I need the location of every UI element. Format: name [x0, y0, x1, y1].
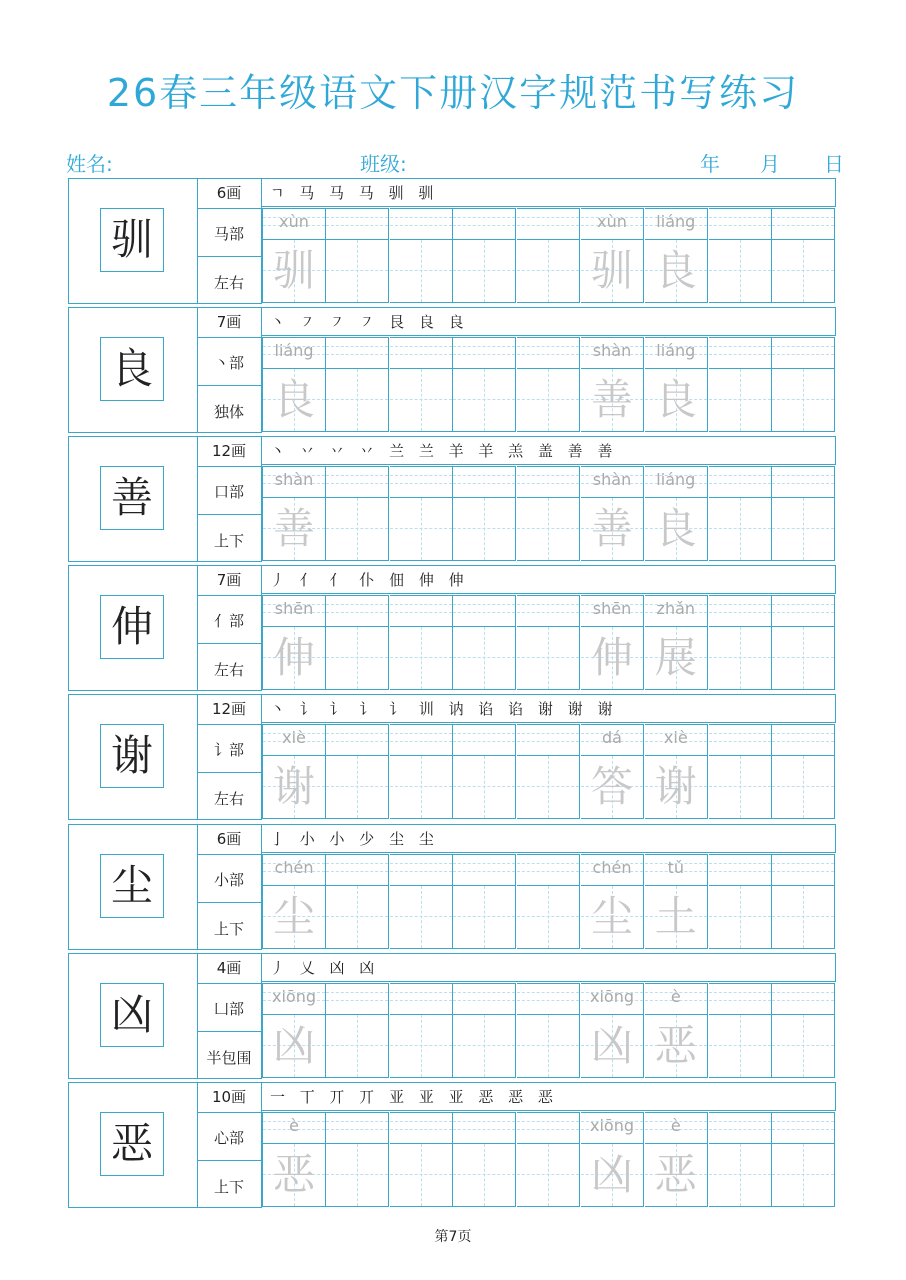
writing-cell[interactable] [390, 854, 453, 949]
pinyin-text: tǔ [667, 858, 684, 877]
trace-char [326, 1015, 388, 1077]
pinyin-text: zhǎn [656, 599, 696, 618]
structure: 上下 [213, 1178, 244, 1196]
char-cell [68, 953, 198, 1079]
char-info [197, 953, 262, 1079]
writing-cell[interactable] [326, 983, 389, 1078]
writing-cell[interactable] [581, 724, 644, 819]
pinyin-text [772, 467, 834, 497]
pinyin-text [326, 855, 388, 885]
writing-cell[interactable] [581, 337, 644, 432]
writing-grid [262, 1112, 837, 1207]
char-info [197, 307, 262, 433]
writing-cell[interactable] [517, 208, 580, 303]
trace-char [709, 240, 771, 302]
trace-char [326, 240, 388, 302]
pinyin-text [453, 467, 515, 497]
writing-cell[interactable] [326, 466, 389, 561]
trace-char [772, 756, 834, 818]
stroke-count: 7画 [197, 308, 261, 338]
pinyin-text: è [289, 1116, 299, 1135]
writing-cell[interactable] [262, 724, 326, 819]
writing-cell[interactable] [645, 854, 708, 949]
writing-cell[interactable] [517, 1112, 580, 1207]
writing-cell[interactable] [262, 595, 326, 690]
pinyin-text [390, 209, 452, 239]
writing-cell[interactable] [517, 724, 580, 819]
char-cell [68, 1082, 198, 1208]
pinyin-text: shàn [592, 341, 632, 360]
pinyin-text [709, 725, 771, 755]
writing-cell[interactable] [581, 466, 644, 561]
trace-char: 良 [272, 375, 315, 424]
stroke-count: 12画 [197, 437, 261, 467]
model-char: 驯 [100, 208, 164, 272]
writing-cell[interactable] [453, 337, 516, 432]
trace-char [453, 627, 515, 689]
char-cell [68, 824, 198, 950]
writing-cell[interactable] [453, 1112, 516, 1207]
writing-cell[interactable] [645, 983, 708, 1078]
trace-char [709, 498, 771, 560]
pinyin-text [390, 338, 452, 368]
trace-char: 良 [654, 504, 697, 553]
structure: 上下 [213, 532, 244, 550]
pinyin-text [453, 984, 515, 1014]
trace-char: 答 [590, 762, 633, 811]
trace-char [517, 886, 579, 948]
trace-char: 善 [272, 504, 315, 553]
writing-grid [262, 466, 837, 561]
writing-cell[interactable] [709, 724, 772, 819]
trace-char [453, 1144, 515, 1206]
trace-char: 恶 [272, 1150, 315, 1199]
trace-char [390, 498, 452, 560]
radical: 小部 [197, 855, 261, 903]
writing-cell[interactable] [517, 983, 580, 1078]
pinyin-text: shàn [592, 470, 632, 489]
writing-grid [262, 208, 837, 303]
char-block [68, 824, 837, 950]
pinyin-text [709, 1113, 771, 1143]
trace-char [709, 1015, 771, 1077]
trace-char [517, 756, 579, 818]
pinyin-text [326, 596, 388, 626]
stroke-order: 亅 小 小 少 尘 尘 [262, 824, 836, 853]
pinyin-text: shēn [274, 599, 314, 618]
pinyin-text [517, 596, 579, 626]
stroke-count: 12画 [197, 695, 261, 725]
pinyin-text: xùn [597, 212, 627, 231]
writing-cell[interactable] [262, 208, 326, 303]
trace-char [326, 756, 388, 818]
trace-char [517, 369, 579, 431]
writing-cell[interactable] [772, 1112, 835, 1207]
writing-cell[interactable] [390, 724, 453, 819]
writing-cell[interactable] [262, 337, 326, 432]
pinyin-text [326, 467, 388, 497]
writing-cell[interactable] [581, 595, 644, 690]
writing-cell[interactable] [262, 854, 326, 949]
stroke-order: 丿 乂 凶 凶 [262, 953, 836, 982]
radical: 丶部 [197, 338, 261, 386]
char-block [68, 953, 837, 1079]
pinyin-text [453, 725, 515, 755]
trace-char [453, 240, 515, 302]
pinyin-text: xiè [663, 728, 688, 747]
char-cell [68, 178, 198, 304]
writing-cell[interactable] [772, 854, 835, 949]
trace-char [772, 498, 834, 560]
char-cell [68, 694, 198, 820]
structure: 半包围 [206, 1049, 252, 1067]
writing-cell[interactable] [453, 724, 516, 819]
pinyin-text [453, 596, 515, 626]
trace-char [517, 498, 579, 560]
pinyin-text [772, 209, 834, 239]
trace-char [517, 1144, 579, 1206]
writing-cell[interactable] [326, 208, 389, 303]
radical: 心部 [197, 1113, 261, 1161]
trace-char: 土 [654, 892, 697, 941]
pinyin-text [453, 338, 515, 368]
radical: 讠部 [197, 725, 261, 773]
structure: 左右 [213, 790, 244, 808]
writing-cell[interactable] [390, 208, 453, 303]
pinyin-text [453, 209, 515, 239]
char-info [197, 436, 262, 562]
trace-char [326, 627, 388, 689]
trace-char: 伸 [590, 633, 633, 682]
stroke-count: 6画 [197, 179, 261, 209]
char-cell [68, 307, 198, 433]
pinyin-text [517, 725, 579, 755]
trace-char: 善 [590, 375, 633, 424]
model-char: 谢 [100, 724, 164, 788]
writing-grid [262, 595, 837, 690]
structure: 左右 [213, 274, 244, 292]
pinyin-text: shàn [274, 470, 314, 489]
writing-cell[interactable] [262, 1112, 326, 1207]
writing-grid [262, 337, 837, 432]
trace-char: 凶 [272, 1021, 315, 1070]
trace-char [517, 1015, 579, 1077]
char-block [68, 307, 837, 433]
pinyin-text [390, 855, 452, 885]
trace-char [390, 886, 452, 948]
trace-char: 凶 [590, 1021, 633, 1070]
pinyin-text [517, 209, 579, 239]
writing-cell[interactable] [772, 208, 835, 303]
trace-char: 尘 [272, 892, 315, 941]
writing-grid [262, 854, 837, 949]
writing-cell[interactable] [326, 595, 389, 690]
writing-cell[interactable] [645, 466, 708, 561]
writing-cell[interactable] [581, 208, 644, 303]
trace-char [453, 498, 515, 560]
model-char: 尘 [100, 854, 164, 918]
model-char: 伸 [100, 595, 164, 659]
pinyin-text [326, 338, 388, 368]
pinyin-text [390, 1113, 452, 1143]
trace-char: 伸 [272, 633, 315, 682]
writing-cell[interactable] [453, 208, 516, 303]
writing-cell[interactable] [453, 983, 516, 1078]
pinyin-text: xiōng [590, 1116, 634, 1135]
pinyin-text: è [670, 1116, 681, 1135]
pinyin-text: liáng [656, 341, 696, 360]
trace-char [326, 1144, 388, 1206]
trace-char: 谢 [654, 762, 697, 811]
char-block [68, 565, 837, 691]
trace-char: 驯 [272, 246, 315, 295]
writing-cell[interactable] [709, 337, 772, 432]
pinyin-text [709, 209, 771, 239]
writing-cell[interactable] [645, 208, 708, 303]
pinyin-text [772, 596, 834, 626]
pinyin-text [453, 1113, 515, 1143]
pinyin-text [709, 596, 771, 626]
trace-char [517, 240, 579, 302]
trace-char [390, 627, 452, 689]
writing-cell[interactable] [390, 595, 453, 690]
writing-cell[interactable] [517, 854, 580, 949]
stroke-count: 7画 [197, 566, 261, 596]
pinyin-text [709, 338, 771, 368]
structure: 左右 [213, 661, 244, 679]
writing-cell[interactable] [645, 1112, 708, 1207]
trace-char [453, 886, 515, 948]
pinyin-text [326, 1113, 388, 1143]
pinyin-text [772, 984, 834, 1014]
trace-char [326, 498, 388, 560]
trace-char: 驯 [590, 246, 633, 295]
stroke-count: 4画 [197, 954, 261, 984]
writing-cell[interactable] [390, 983, 453, 1078]
trace-char [390, 369, 452, 431]
model-char: 良 [100, 337, 164, 401]
writing-cell[interactable] [709, 208, 772, 303]
char-block [68, 178, 837, 304]
char-info [197, 178, 262, 304]
pinyin-text: è [670, 987, 681, 1006]
pinyin-text [772, 338, 834, 368]
trace-char [709, 369, 771, 431]
radical: 马部 [197, 209, 261, 257]
writing-grid [262, 724, 837, 819]
writing-cell[interactable] [326, 854, 389, 949]
writing-cell[interactable] [709, 595, 772, 690]
trace-char [390, 240, 452, 302]
pinyin-text [517, 467, 579, 497]
pinyin-text: chén [274, 858, 314, 877]
trace-char: 尘 [590, 892, 633, 941]
pinyin-text: chén [592, 858, 632, 877]
pinyin-text [772, 725, 834, 755]
trace-char [709, 886, 771, 948]
trace-char [772, 240, 834, 302]
writing-cell[interactable] [453, 595, 516, 690]
pinyin-text: xiōng [590, 987, 634, 1006]
trace-char [390, 1144, 452, 1206]
pinyin-text [453, 855, 515, 885]
pinyin-text [709, 467, 771, 497]
char-block [68, 436, 837, 562]
model-char: 凶 [100, 983, 164, 1047]
trace-char: 善 [590, 504, 633, 553]
writing-cell[interactable] [326, 1112, 389, 1207]
pinyin-text [390, 725, 452, 755]
day-label: 日 [824, 152, 844, 176]
writing-cell[interactable] [645, 724, 708, 819]
trace-char [772, 1015, 834, 1077]
trace-char [453, 756, 515, 818]
trace-char [390, 1015, 452, 1077]
pinyin-text [390, 596, 452, 626]
trace-char [326, 369, 388, 431]
trace-char: 良 [654, 246, 697, 295]
writing-cell[interactable] [517, 466, 580, 561]
pinyin-text [390, 467, 452, 497]
pinyin-text: dá [602, 728, 622, 747]
trace-char: 恶 [654, 1150, 697, 1199]
writing-cell[interactable] [453, 466, 516, 561]
writing-grid [262, 983, 837, 1078]
trace-char [453, 369, 515, 431]
char-cell [68, 565, 198, 691]
trace-char: 良 [654, 375, 697, 424]
pinyin-text: xùn [279, 212, 309, 231]
year-label: 年 [700, 152, 720, 176]
trace-char [517, 627, 579, 689]
char-info [197, 565, 262, 691]
writing-cell[interactable] [709, 854, 772, 949]
pinyin-text: xiōng [272, 987, 316, 1006]
pinyin-text [709, 984, 771, 1014]
pinyin-text: liáng [656, 212, 696, 231]
pinyin-text: xiè [282, 728, 306, 747]
trace-char [709, 756, 771, 818]
writing-cell[interactable] [709, 983, 772, 1078]
pinyin-text [772, 855, 834, 885]
radical: 亻部 [197, 596, 261, 644]
writing-cell[interactable] [772, 466, 835, 561]
name-label: 姓名: [66, 152, 113, 176]
writing-cell[interactable] [262, 466, 326, 561]
pinyin-text [709, 855, 771, 885]
radical: 口部 [197, 467, 261, 515]
writing-cell[interactable] [453, 854, 516, 949]
pinyin-text [326, 725, 388, 755]
trace-char [326, 886, 388, 948]
writing-cell[interactable] [581, 983, 644, 1078]
structure: 上下 [213, 920, 244, 938]
page-number: 第7页 [434, 1229, 472, 1245]
trace-char: 凶 [590, 1150, 633, 1199]
trace-char [772, 627, 834, 689]
pinyin-text: liáng [274, 341, 314, 360]
writing-cell[interactable] [390, 337, 453, 432]
writing-cell[interactable] [709, 1112, 772, 1207]
trace-char [772, 369, 834, 431]
writing-cell[interactable] [709, 466, 772, 561]
writing-cell[interactable] [262, 983, 326, 1078]
writing-cell[interactable] [772, 724, 835, 819]
pinyin-text [772, 1113, 834, 1143]
trace-char [453, 1015, 515, 1077]
char-info [197, 824, 262, 950]
stroke-order: 丶 丷 丷 丷 兰 兰 羊 羊 羔 盖 善 善 [262, 436, 836, 465]
pinyin-text [517, 855, 579, 885]
writing-cell[interactable] [390, 466, 453, 561]
model-char: 善 [100, 466, 164, 530]
structure: 独体 [213, 403, 244, 421]
writing-cell[interactable] [517, 337, 580, 432]
trace-char: 展 [654, 633, 697, 682]
writing-cell[interactable] [581, 854, 644, 949]
radical: 凵部 [197, 984, 261, 1032]
trace-char: 谢 [272, 762, 315, 811]
pinyin-text: shēn [592, 599, 632, 618]
writing-cell[interactable] [517, 595, 580, 690]
char-cell [68, 436, 198, 562]
writing-cell[interactable] [772, 983, 835, 1078]
trace-char [390, 756, 452, 818]
model-char: 恶 [100, 1112, 164, 1176]
pinyin-text [390, 984, 452, 1014]
pinyin-text: liáng [656, 470, 696, 489]
char-block [68, 694, 837, 820]
trace-char [772, 886, 834, 948]
page-title: 26春三年级语文下册汉字规范书写练习 [106, 71, 800, 115]
trace-char [709, 627, 771, 689]
pinyin-text [326, 984, 388, 1014]
month-label: 月 [760, 152, 780, 176]
stroke-order: 一 丅 丌 丌 亚 亚 亚 恶 恶 恶 [262, 1082, 836, 1111]
stroke-order: 丿 亻 亻 仆 佃 伸 伸 [262, 565, 836, 594]
writing-cell[interactable] [772, 595, 835, 690]
pinyin-text [326, 209, 388, 239]
writing-cell[interactable] [326, 337, 389, 432]
stroke-count: 10画 [197, 1083, 261, 1113]
stroke-count: 6画 [197, 825, 261, 855]
char-block [68, 1082, 837, 1208]
pinyin-text [517, 1113, 579, 1143]
writing-cell[interactable] [645, 337, 708, 432]
writing-cell[interactable] [326, 724, 389, 819]
writing-cell[interactable] [645, 595, 708, 690]
writing-cell[interactable] [772, 337, 835, 432]
stroke-order: 丶 讠 讠 讠 讠 训 讷 谄 谄 谢 谢 谢 [262, 694, 836, 723]
trace-char [709, 1144, 771, 1206]
trace-char [772, 1144, 834, 1206]
writing-cell[interactable] [581, 1112, 644, 1207]
pinyin-text [517, 338, 579, 368]
trace-char: 恶 [654, 1021, 697, 1070]
pinyin-text [517, 984, 579, 1014]
char-info [197, 1082, 262, 1208]
stroke-order: 丶 ㇇ ㇇ ㇇ 艮 良 良 [262, 307, 836, 336]
char-info [197, 694, 262, 820]
class-label: 班级: [360, 152, 407, 176]
writing-cell[interactable] [390, 1112, 453, 1207]
stroke-order: ㄱ 马 马 马 驯 驯 [262, 178, 836, 207]
